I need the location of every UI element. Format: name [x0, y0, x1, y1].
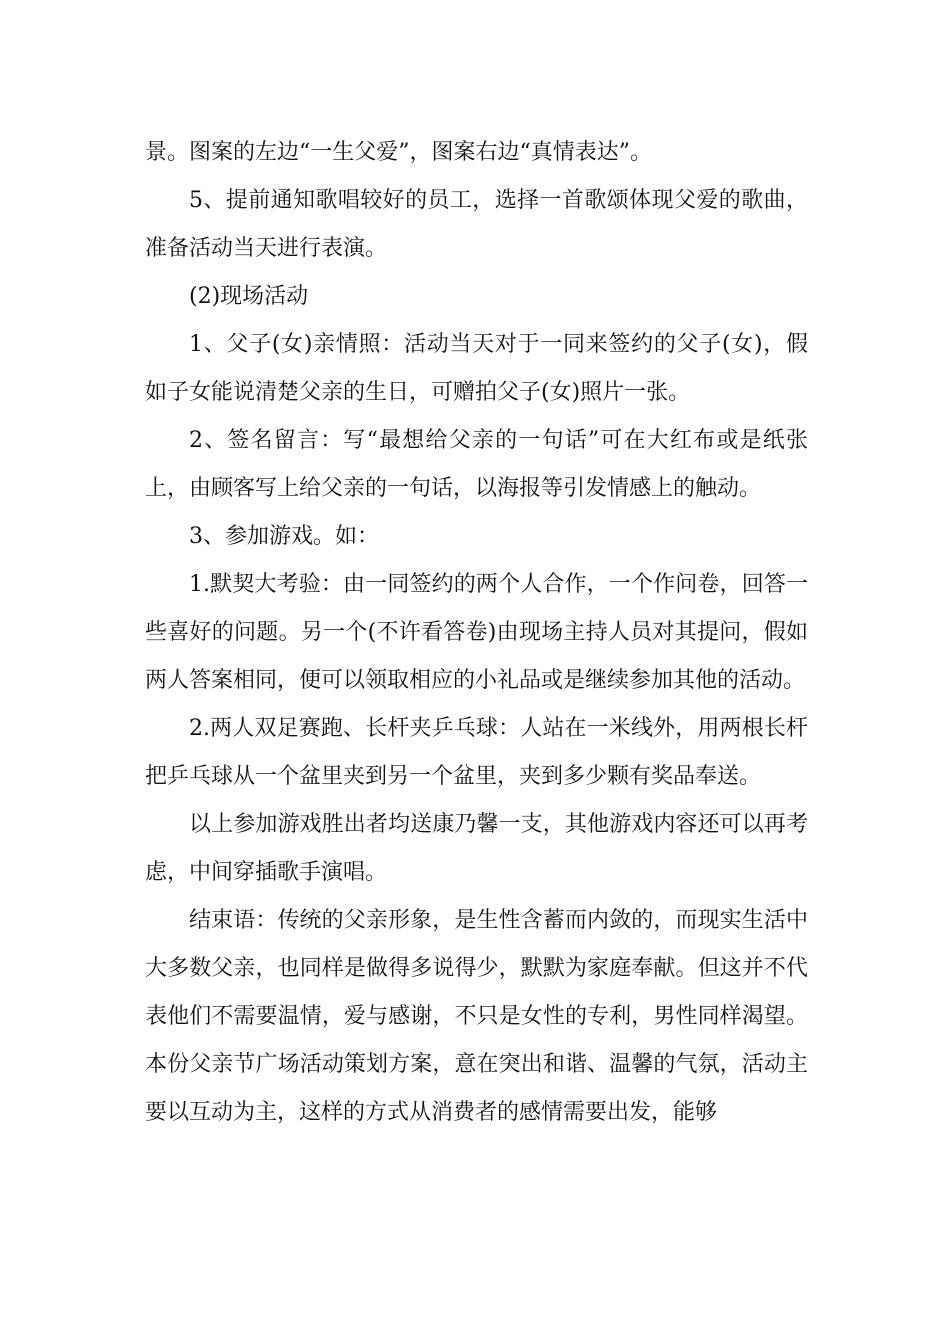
paragraph-prizes: 以上参加游戏胜出者均送康乃馨一支，其他游戏内容还可以再考虑，中间穿插歌手演唱。 — [145, 812, 808, 885]
paragraph-game-1: 1.默契大考验：由一同签约的两个人合作，一个作问卷，回答一些喜好的问题。另一个(不许看答卷)由现场主持人员对其提问，假如两人答案相同，便可以领取相应的小礼品或是继续参加其他的活动。 — [145, 572, 808, 693]
document-body — [145, 129, 808, 1137]
paragraph-item-5: 5、提前通知歌唱较好的员工，选择一首歌颂体现父爱的歌曲，准备活动当天进行表演。 — [145, 188, 808, 261]
paragraph-conclusion: 结束语：传统的父亲形象，是生性含蓄而内敛的，而现实生活中大多数父亲，也同样是做得多说得少，默默为家庭奉献。但这并不代表他们不需要温情，爱与感谢，不只是女性的专利，男性同样渴望。本份父亲节广场活动策划方案，意在突出和谐、温馨的气氛，活动主要以互动为主，这样的方式从消费者的感情需要出发，能够 — [145, 908, 808, 1125]
paragraph-item-2-message: 2、签名留言：写“最想给父亲的一句话”可在大红布或是纸张上，由顾客写上给父亲的一句话，以海报等引发情感上的触动。 — [145, 428, 808, 501]
paragraph-item-1-photo: 1、父子(女)亲情照：活动当天对于一同来签约的父子(女)，假如子女能说清楚父亲的生日，可赠拍父子(女)照片一张。 — [145, 332, 808, 405]
paragraph-item-3-games: 3、参加游戏。如： — [189, 524, 379, 549]
section-heading-onsite: (2)现场活动 — [189, 284, 309, 309]
paragraph-continuation: 景。图案的左边“一生父爱”，图案右边“真情表达”。 — [145, 140, 652, 165]
paragraph-game-2: 2.两人双足赛跑、长杆夹乒乓球：人站在一米线外，用两根长杆把乒乓球从一个盆里夹到另一个盆里，夹到多少颗有奖品奉送。 — [145, 716, 808, 789]
